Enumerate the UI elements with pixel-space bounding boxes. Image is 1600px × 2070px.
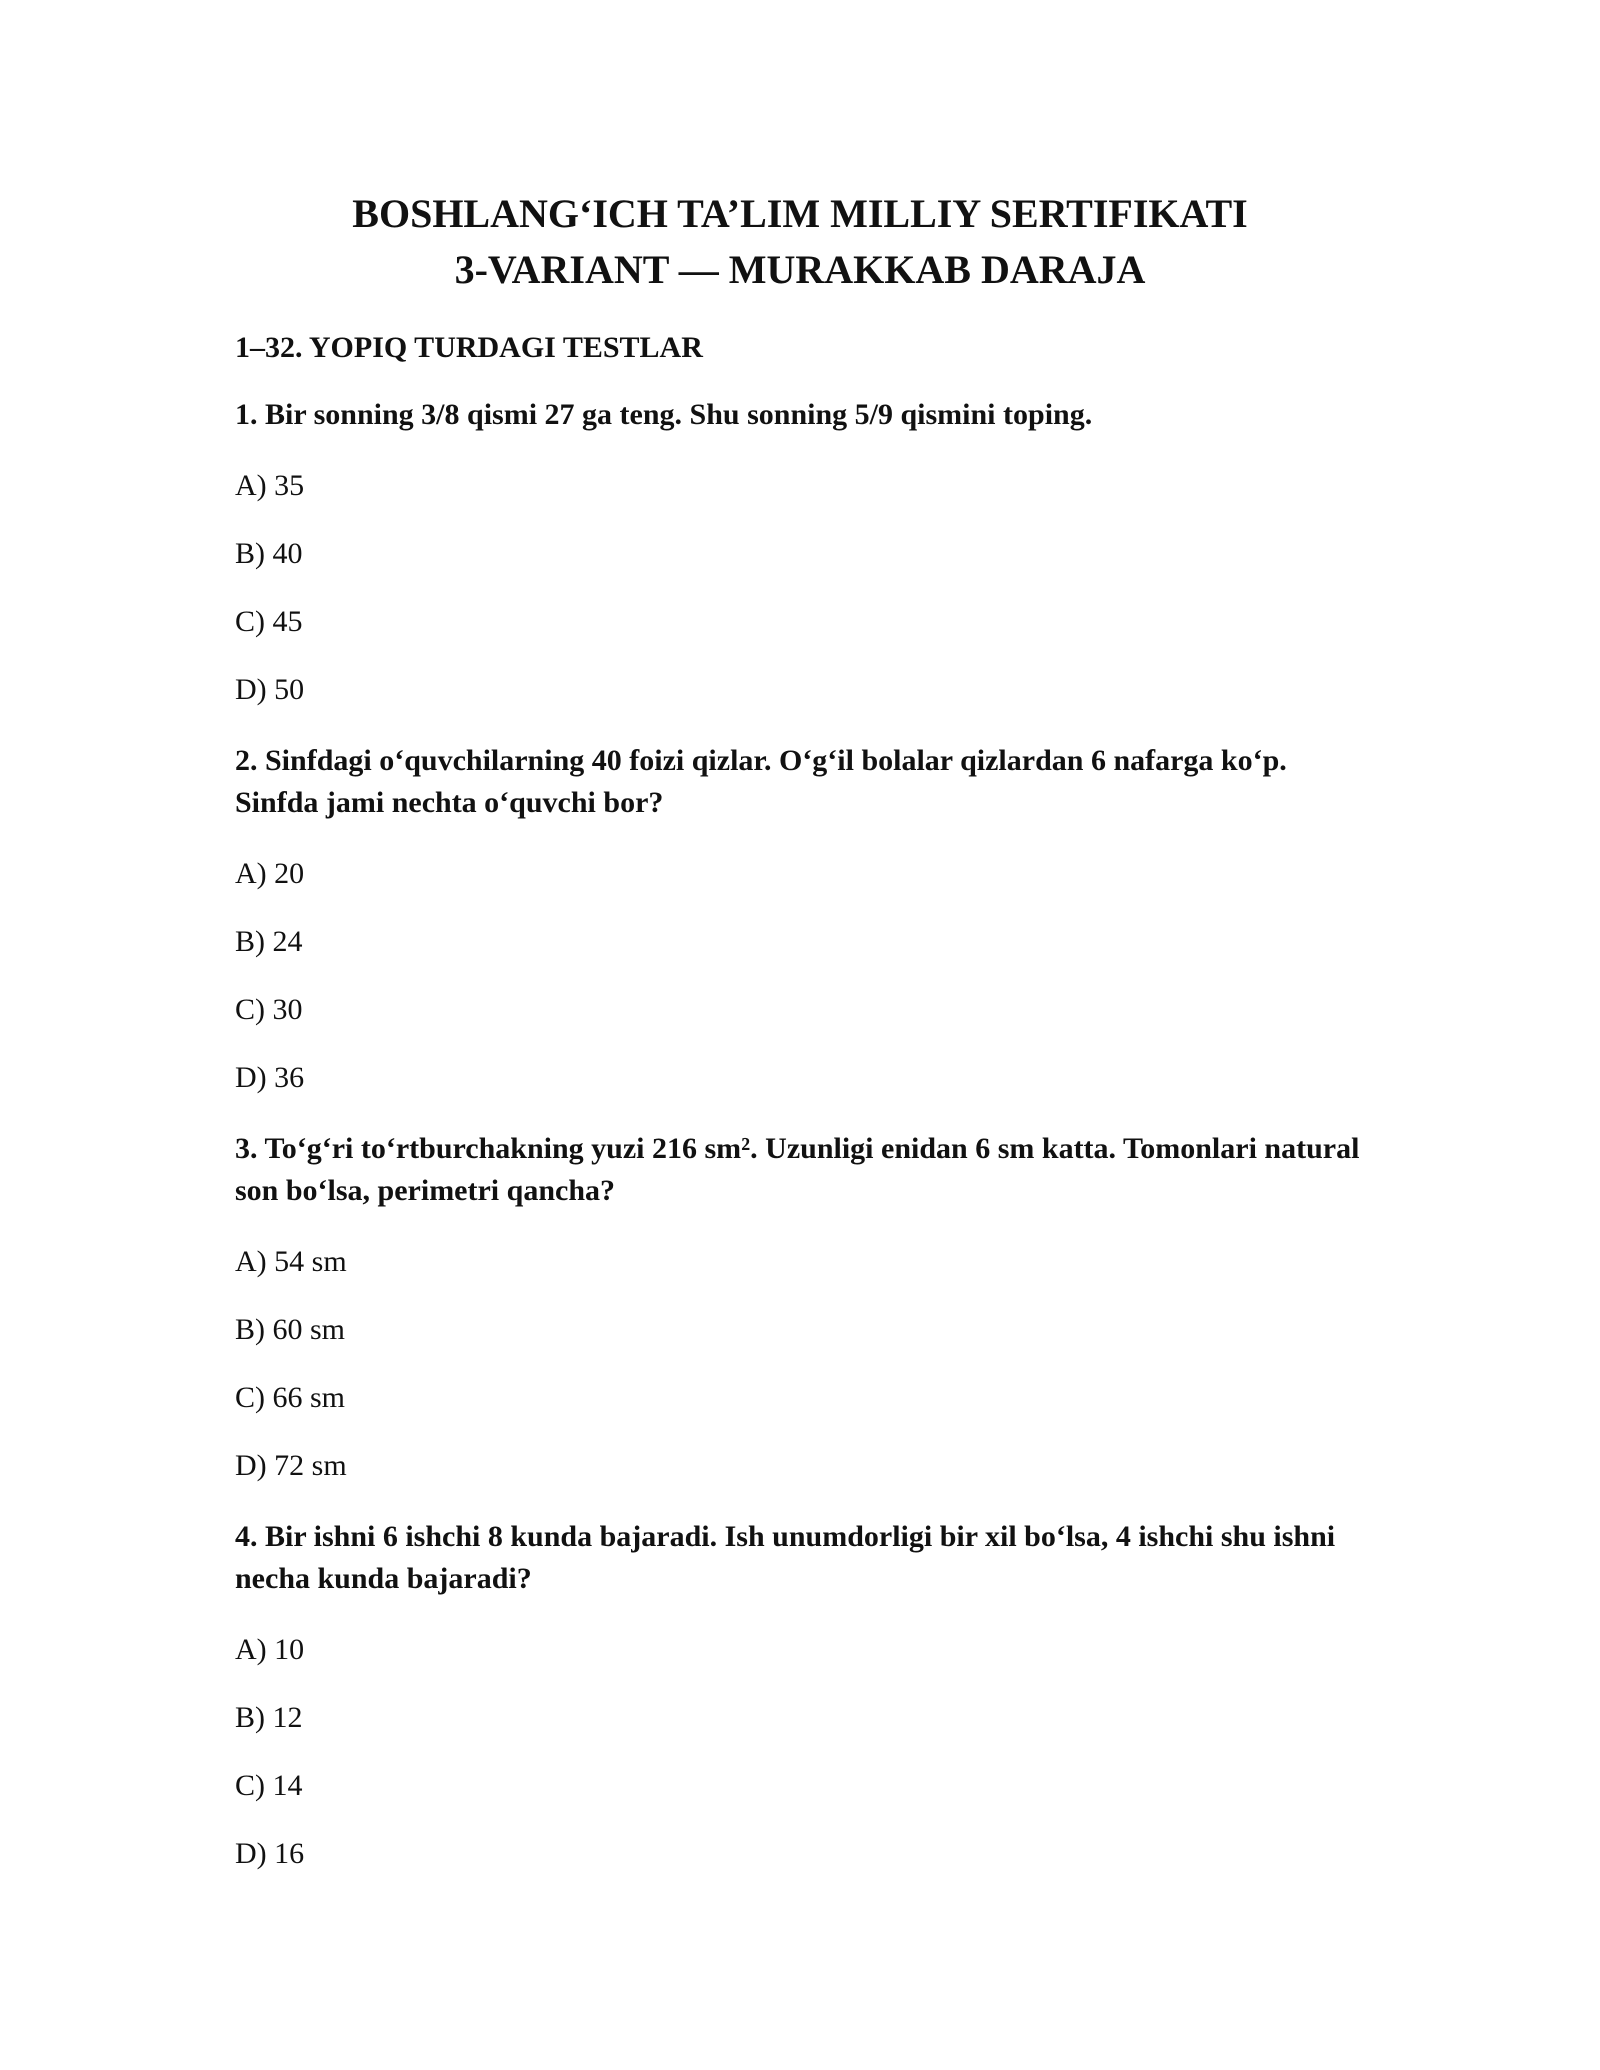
option-b: B) 60 sm [235,1313,346,1346]
question-text: 1. Bir sonning 3/8 qismi 27 ga teng. Shu sonning 5/9 qismini toping. [235,398,1093,431]
title-line-1: BOSHLANG‘ICH TA’LIM MILLIY SERTIFIKATI [352,191,1248,236]
question-text: 4. Bir ishni 6 ishchi 8 kunda bajaradi. Ish unumdorligi bir xil bo‘lsa, 4 ishchi shu ishni necha kunda bajaradi? [235,1520,1336,1595]
option-c: C) 14 [235,1769,303,1802]
option-d: D) 50 [235,673,305,706]
title-line-2: 3-VARIANT — MURAKKAB DARAJA [454,247,1146,292]
option-c: C) 30 [235,993,303,1026]
option-a: A) 35 [235,469,305,502]
options-list [235,1632,1375,1872]
option-d: D) 72 sm [235,1449,347,1482]
options-list [235,856,1375,1096]
question-block-3 [235,1128,1375,1484]
option-b: B) 12 [235,1701,303,1734]
question-text: 3. To‘g‘ri to‘rtburchakning yuzi 216 sm². Uzunligi enidan 6 sm katta. Tomonlari natural son bo‘lsa, perimetri qancha? [235,1132,1360,1207]
option-c: C) 66 sm [235,1381,346,1414]
option-d: D) 36 [235,1061,305,1094]
option-a: A) 20 [235,857,305,890]
document-title [225,186,1375,298]
option-a: A) 54 sm [235,1245,347,1278]
question-block-4 [235,1516,1375,1872]
option-b: B) 40 [235,537,303,570]
question-block-2 [235,740,1375,1096]
section-heading: 1–32. YOPIQ TURDAGI TESTLAR [235,331,703,364]
options-list [235,1244,1375,1484]
document-page [235,186,1375,1872]
option-d: D) 16 [235,1837,305,1870]
option-b: B) 24 [235,925,303,958]
question-block-1 [235,394,1375,708]
options-list [235,468,1375,708]
question-text: 2. Sinfdagi o‘quvchilarning 40 foizi qizlar. O‘g‘il bolalar qizlardan 6 nafarga ko‘p. Sinfda jami nechta o‘quvchi bor? [235,744,1287,819]
option-a: A) 10 [235,1633,305,1666]
option-c: C) 45 [235,605,303,638]
